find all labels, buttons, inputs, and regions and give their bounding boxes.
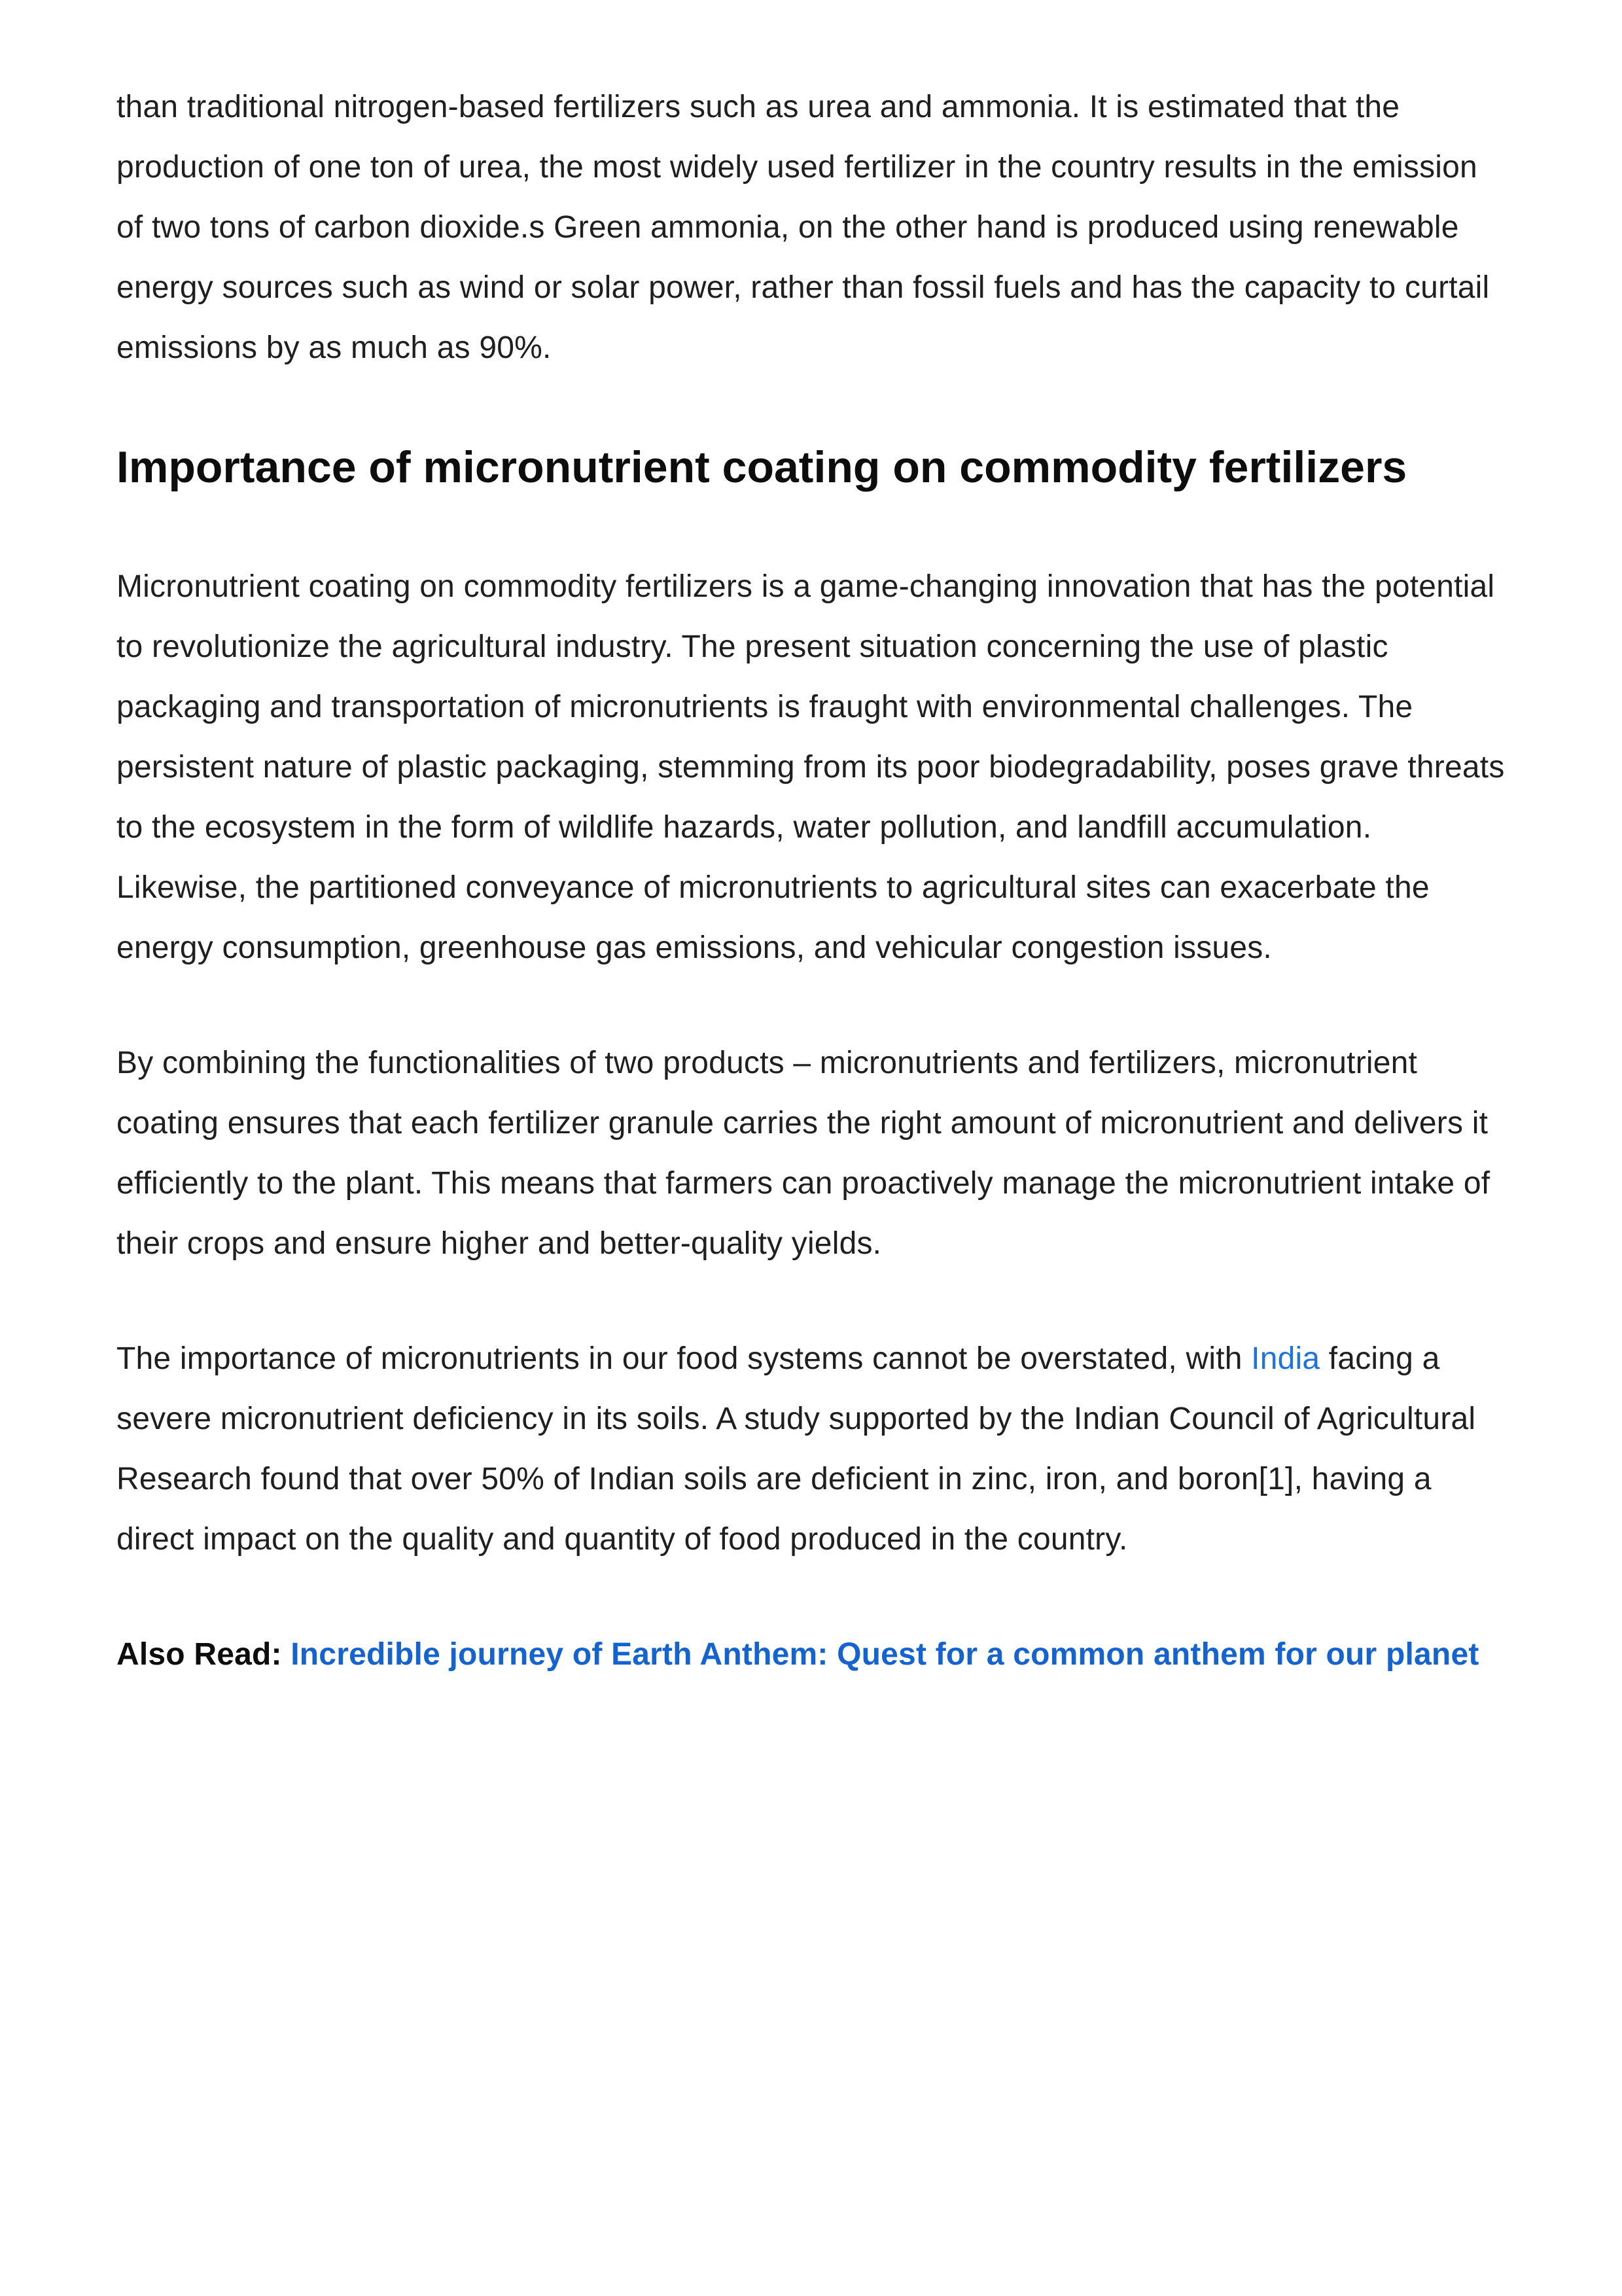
paragraph-coating-innovation: Micronutrient coating on commodity fertilizers is a game-changing innovation that has the potential to revolutionize the agricultural industry. The present situation concerning the use of plastic packaging and transportation of micronutrients is fraught with environmental challenges. The persistent nature of plastic packaging, stemming from its poor biodegradability, poses grave threats to the ecosystem in the form of wildlife hazards, water pollution, and landfill accumulation. Likewise, the partitioned conveyance of micronutrients to agricultural sites can exacerbate the energy consumption, greenhouse gas emissions, and vehicular congestion issues. (116, 569, 1505, 965)
paragraph-green-ammonia: than traditional nitrogen-based fertilizers such as urea and ammonia. It is estimated that the production of one ton of urea, the most widely used fertilizer in the country results in the emission of two tons of carbon dioxide.s Green ammonia, on the other hand is produced using renewable energy sources such as wind or solar power, rather than fossil fuels and has the capacity to curtail emissions by as much as 90%. (116, 90, 1490, 365)
paragraph-micronutrient-importance (116, 1329, 1505, 1570)
paragraph-text-after-link: facing a severe micronutrient deficiency in its soils. A study supported by the Indian Council of Agricultural Research found that over 50% of Indian soils are deficient in zinc, iron, and boron[1], having a direct impact on the quality and quantity of food produced in the country. (116, 1341, 1476, 1557)
paragraph-combining-functionalities: By combining the functionalities of two products – micronutrients and fertilizers, micronutrient coating ensures that each fertilizer granule carries the right amount of micronutrient and delivers it efficiently to the plant. This means that farmers can proactively manage the micronutrient intake of their crops and ensure higher and better-quality yields. (116, 1046, 1490, 1261)
paragraph-text-before-link: The importance of micronutrients in our food systems cannot be overstated, with (116, 1341, 1252, 1376)
also-read-label: Also Read: (116, 1637, 291, 1672)
india-link[interactable]: India (1251, 1341, 1320, 1376)
also-read-row (116, 1625, 1505, 1685)
also-read-link[interactable]: Incredible journey of Earth Anthem: Quest for a common anthem for our planet (291, 1637, 1479, 1672)
section-heading: Importance of micronutrient coating on commodity fertilizers (116, 442, 1407, 492)
